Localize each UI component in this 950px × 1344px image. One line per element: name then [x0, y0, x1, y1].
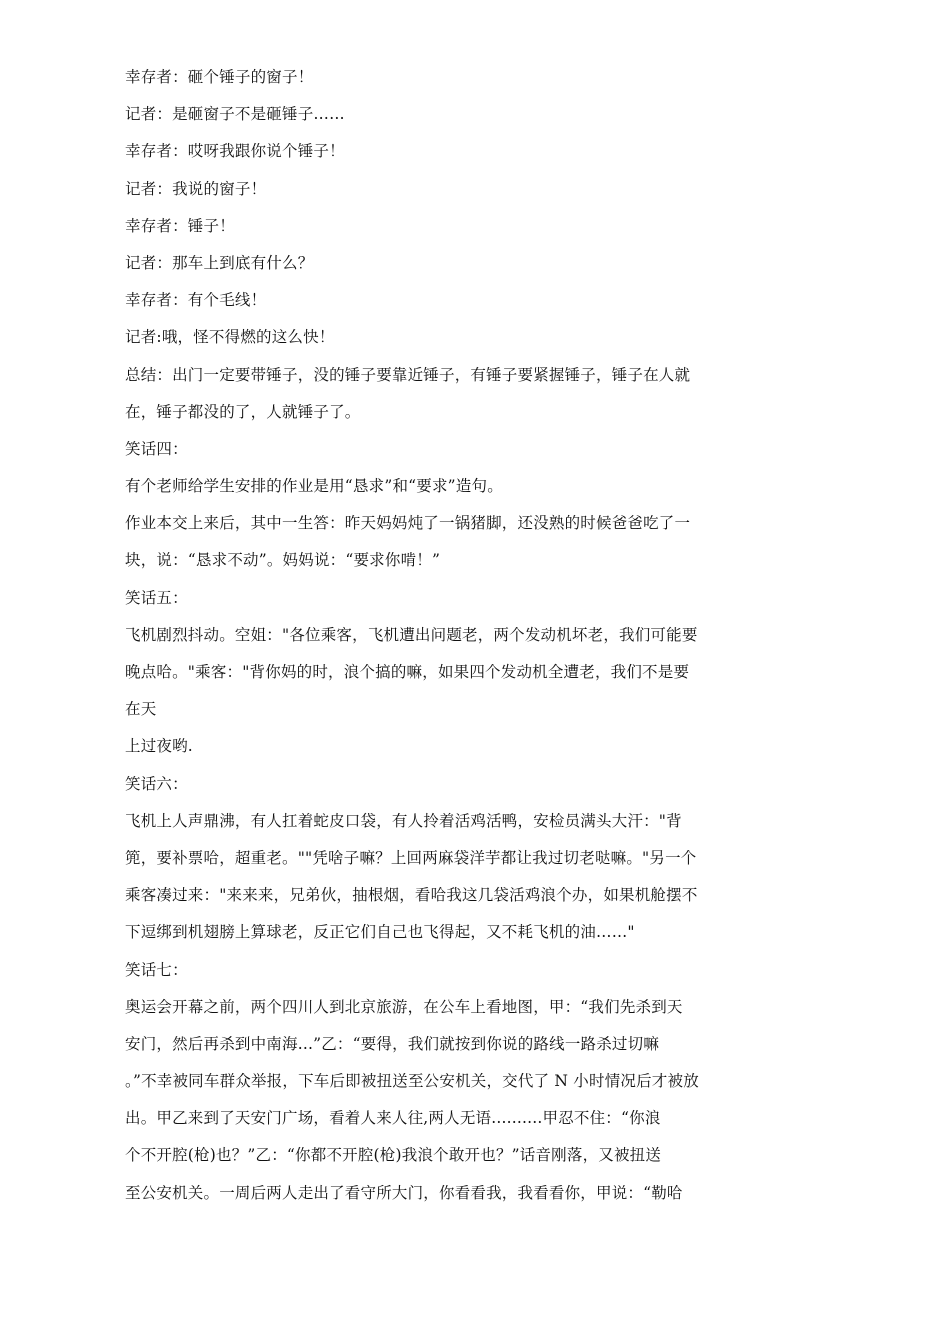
text-line: 幸存者：哎呀我跟你说个锤子！: [125, 142, 345, 161]
section-heading: 笑话七：: [125, 960, 188, 979]
text-line: 在，锤子都没的了，人就锤子了。: [125, 402, 361, 421]
text-line: 个不开腔(枪)也？”乙：“你都不开腔(枪)我浪个敢开也？”话音刚落，又被扭送: [125, 1146, 662, 1165]
text-line: 上过夜哟.: [125, 737, 193, 756]
text-line: 飞机剧烈抖动。空姐："各位乘客，飞机遭出问题老，两个发动机坏老，我们可能要: [125, 625, 698, 644]
text-line: 总结：出门一定要带锤子，没的锤子要靠近锤子，有锤子要紧握锤子，锤子在人就: [125, 365, 691, 384]
text-line: 。”不幸被同车群众举报，下车后即被扭送至公安机关，交代了 N 小时情况后才被放: [125, 1072, 699, 1091]
text-line: 记者：那车上到底有什么？: [125, 253, 314, 272]
text-line: 作业本交上来后，其中一生答：昨天妈妈炖了一锅猪脚，还没熟的时候爸爸吃了一: [125, 514, 691, 533]
text-line: 奥运会开幕之前，两个四川人到北京旅游，在公车上看地图，甲：“我们先杀到天: [125, 997, 683, 1016]
text-line: 晚点哈。"乘客："背你妈的时，浪个搞的嘛，如果四个发动机全遭老，我们不是要: [125, 663, 690, 681]
text-line: 幸存者：砸个锤子的窗子！: [125, 68, 314, 86]
text-line: 幸存者：锤子！: [125, 216, 235, 235]
section-heading: 笑话五：: [125, 588, 188, 607]
text-line: 幸存者：有个毛线！: [125, 291, 267, 310]
text-line: 出。甲乙来到了天安门广场，看着人来人往,两人无语..........甲忍不住：“你浪: [125, 1109, 661, 1128]
text-line: 记者:哦，怪不得燃的这么快！: [125, 328, 335, 347]
text-line: 下逗绑到机翅膀上算球老，反正它们自己也飞得起，又不耗飞机的油……": [125, 923, 635, 942]
text-line: 安门，然后再杀到中南海...”乙：“要得，我们就按到你说的路线一路杀过切嘛: [125, 1034, 660, 1053]
document-text: [125, 66, 750, 1219]
text-line: 有个老师给学生安排的作业是用“恳求”和“要求”造句。: [125, 477, 503, 496]
text-line: 块，说：“恳求不动”。妈妈说：“要求你啃！”: [125, 551, 441, 570]
text-line: 至公安机关。一周后两人走出了看守所大门，你看看我，我看看你，甲说：“勒哈: [125, 1183, 683, 1202]
text-line: 在天: [125, 700, 157, 719]
text-line: 篼，要补票哈，超重老。""凭啥子嘛？上回两麻袋洋芋都让我过切老哒嘛。"另一个: [125, 848, 697, 867]
section-heading: 笑话四：: [125, 439, 188, 458]
section-heading: 笑话六：: [125, 774, 188, 793]
text-line: 记者：是砸窗子不是砸锤子……: [125, 105, 345, 124]
text-line: 乘客凑过来："来来来，兄弟伙，抽根烟，看哈我这几袋活鸡浪个办，如果机舱摆不: [125, 886, 698, 905]
text-line: 飞机上人声鼎沸，有人扛着蛇皮口袋，有人拎着活鸡活鸭，安检员满头大汗："背: [125, 811, 682, 830]
text-line: 记者：我说的窗子！: [125, 179, 267, 198]
